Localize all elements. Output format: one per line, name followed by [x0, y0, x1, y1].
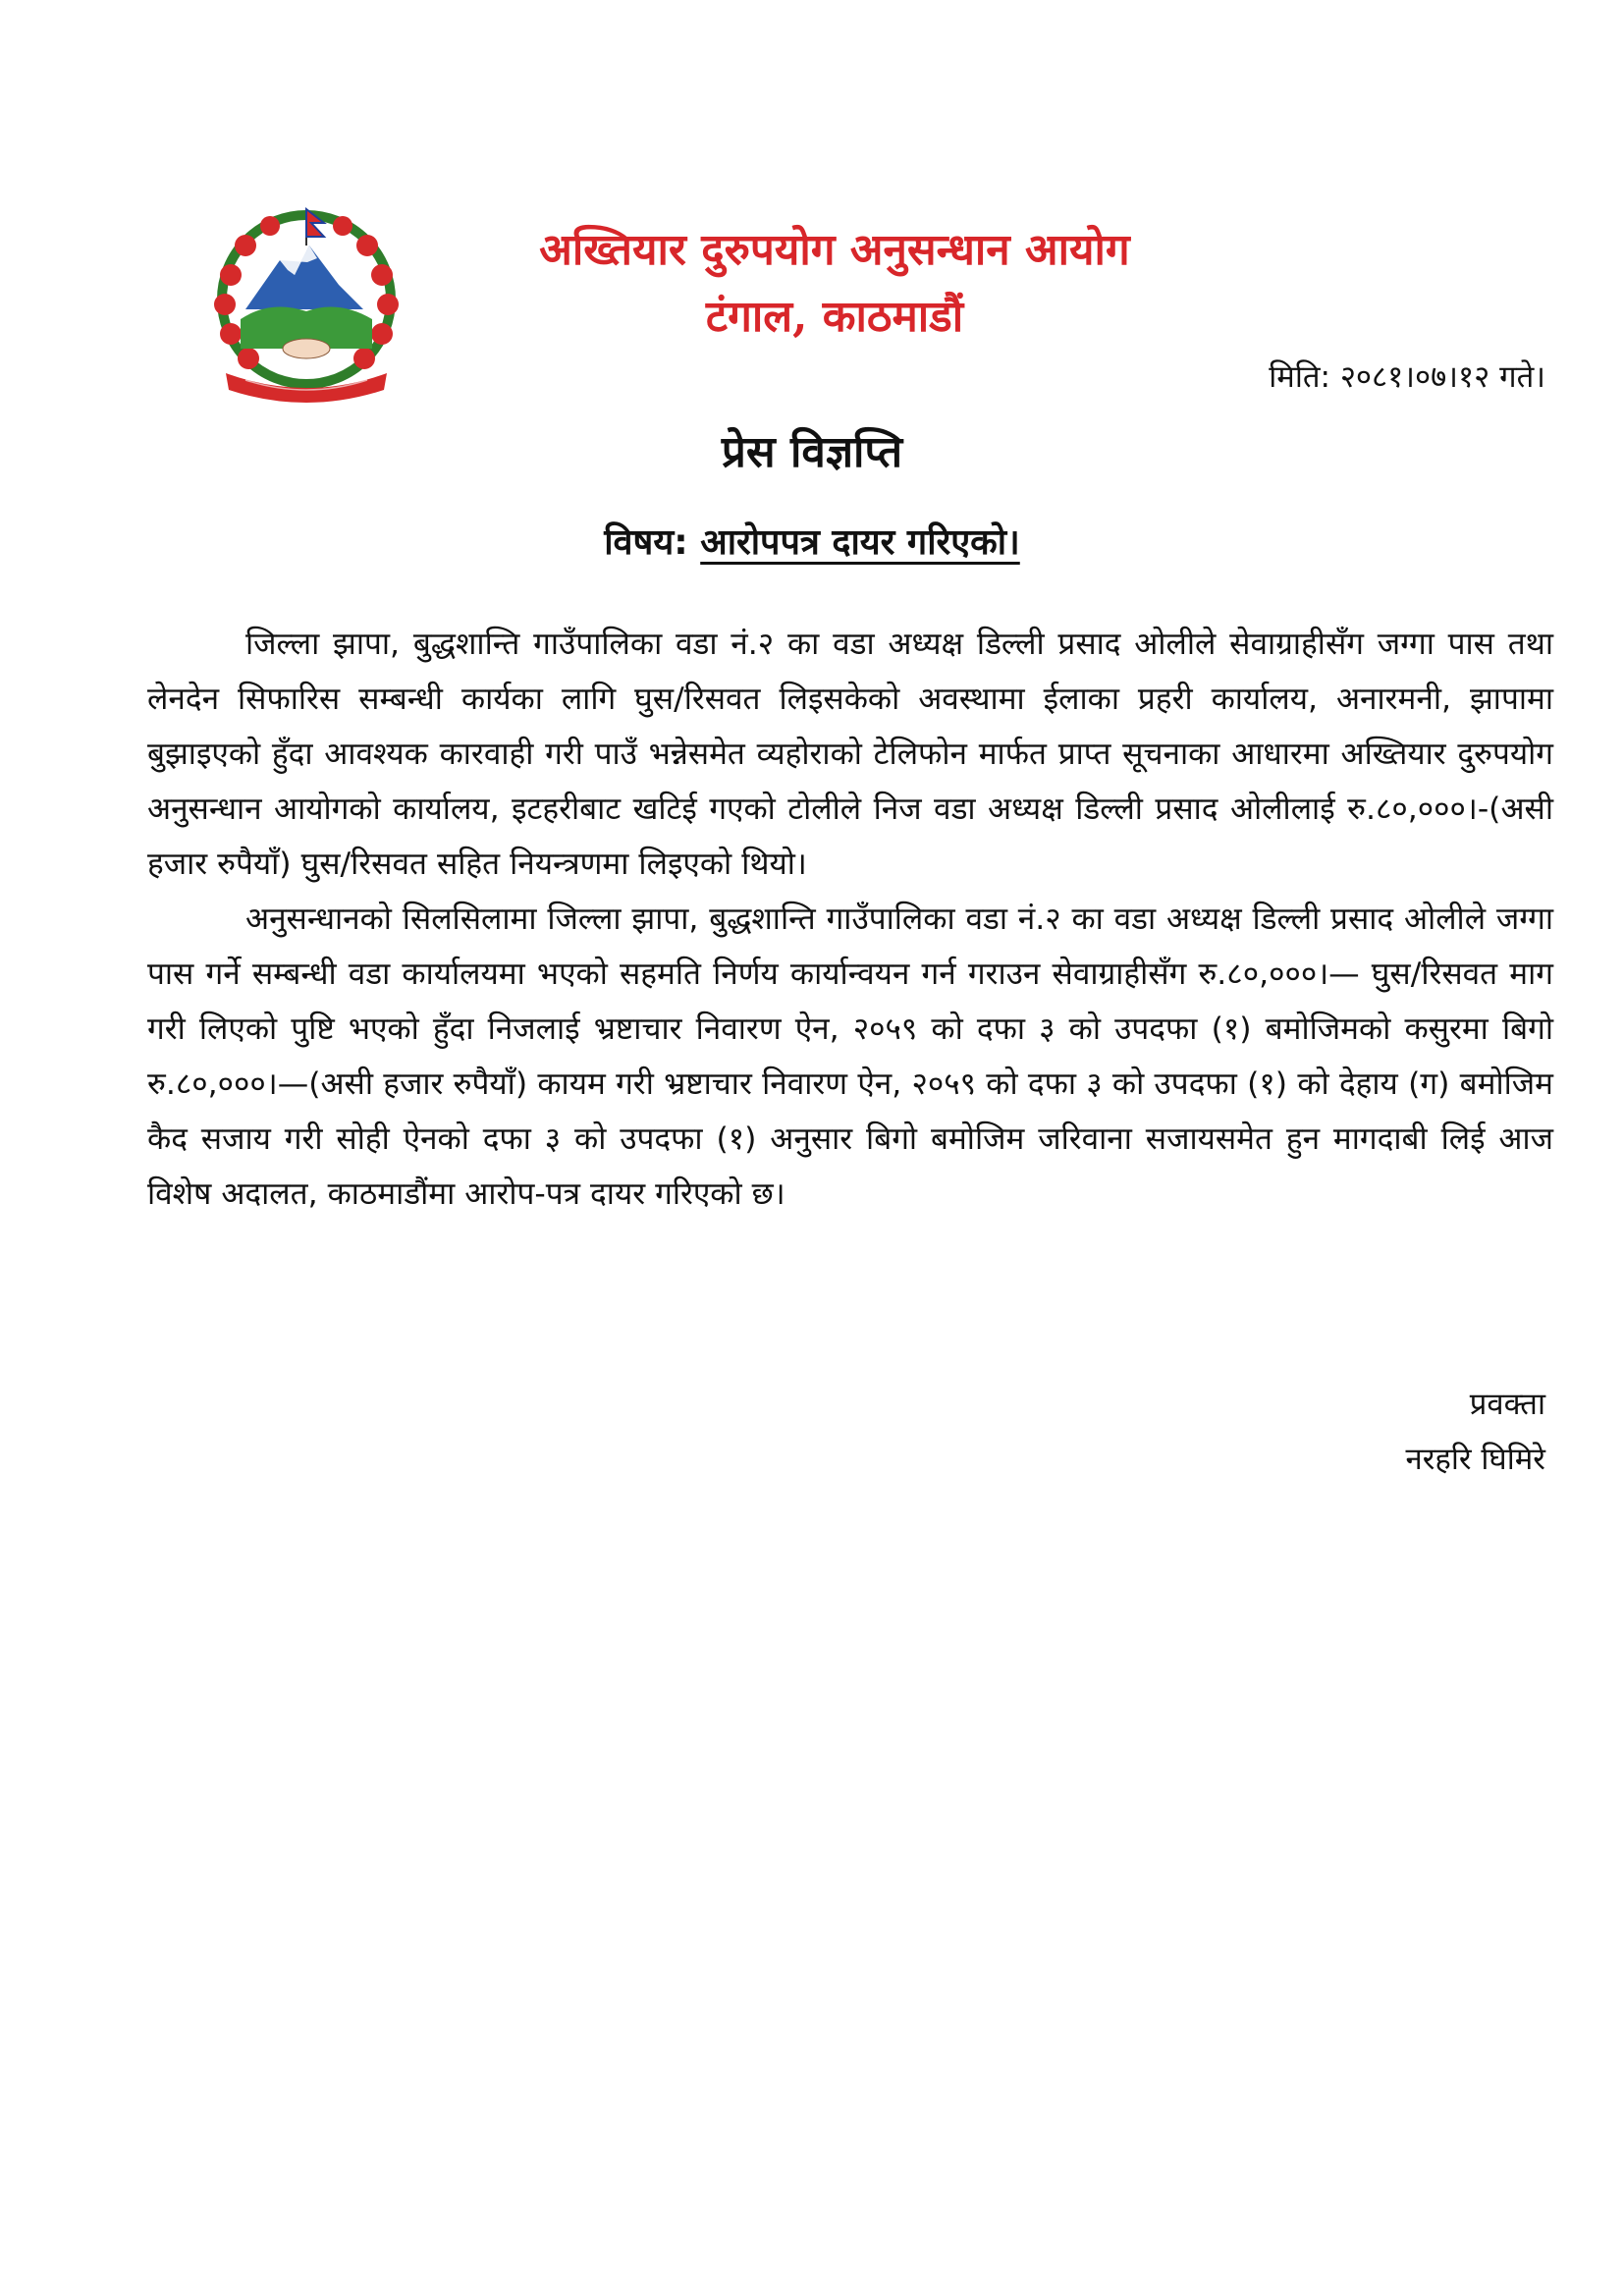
organization-address: टंगाल, काठमाडौं	[705, 292, 964, 342]
signatory-role: प्रवक्ता	[1469, 1387, 1545, 1422]
organization-name: अख्तियार दुरुपयोग अनुसन्धान आयोग	[539, 225, 1130, 275]
subject-text: आरोपपत्र दायर गरिएको।	[700, 522, 1020, 563]
press-release-title: प्रेस विज्ञप्ति	[721, 427, 903, 477]
subject-line	[0, 517, 1624, 565]
nepal-government-emblem-icon	[191, 201, 422, 408]
subject-label: विषय:	[604, 522, 688, 563]
body-paragraph: अनुसन्धानको सिलसिलामा जिल्ला झापा, बुद्धशान्ति गाउँपालिका वडा नं.२ का वडा अध्यक्ष डिल्ली प्रसाद ओलीले जग्गा पास गर्ने सम्बन्धी वडा कार्यालयमा भएको सहमति निर्णय कार्यान्वयन गर्न गराउन सेवाग्राहीसँग रु.८०,०००।— घुस/रिसवत माग गरी लिएको पुष्टि भएको हुँदा निजलाई भ्रष्टाचार निवारण ऐन, २०५९ को दफा ३ को उपदफा (१) बमोजिमको कसुरमा बिगो रु.८०,०००।—(असी हजार रुपैयाँ) कायम गरी भ्रष्टाचार निवारण ऐन, २०५९ को दफा ३ को उपदफा (१) को देहाय (ग) बमोजिम कैद सजाय गरी सोही ऐनको दफा ३ को उपदफा (१) अनुसार बिगो बमोजिम जरिवाना सजायसमेत हुन मागदाबी लिई आज विशेष अदालत, काठमाडौंमा आरोप-पत्र दायर गरिएको छ।	[147, 902, 1553, 1212]
signature-block	[1405, 1377, 1545, 1487]
press-release-body	[147, 617, 1553, 1222]
body-paragraph: जिल्ला झापा, बुद्धशान्ति गाउँपालिका वडा नं.२ का वडा अध्यक्ष डिल्ली प्रसाद ओलीले सेवाग्राहीसँग जग्गा पास तथा लेनदेन सिफारिस सम्बन्धी कार्यका लागि घुस/रिसवत लिइसकेको अवस्थामा ईलाका प्रहरी कार्यालय, अनारमनी, झापामा बुझाइएको हुँदा आवश्यक कारवाही गरी पाउँ भन्नेसमेत व्यहोराको टेलिफोन मार्फत प्राप्त सूचनाका आधारमा अख्तियार दुरुपयोग अनुसन्धान आयोगको कार्यालय, इटहरीबाट खटिई गएको टोलीले निज वडा अध्यक्ष डिल्ली प्रसाद ओलीलाई रु.८०,०००।-(असी हजार रुपैयाँ) घुस/रिसवत सहित नियन्त्रणमा लिइएको थियो।	[147, 627, 1553, 882]
document-date: मिति: २०८१।०७।१२ गते।	[1269, 359, 1545, 395]
signatory-name: नरहरि घिमिरे	[1405, 1442, 1545, 1477]
